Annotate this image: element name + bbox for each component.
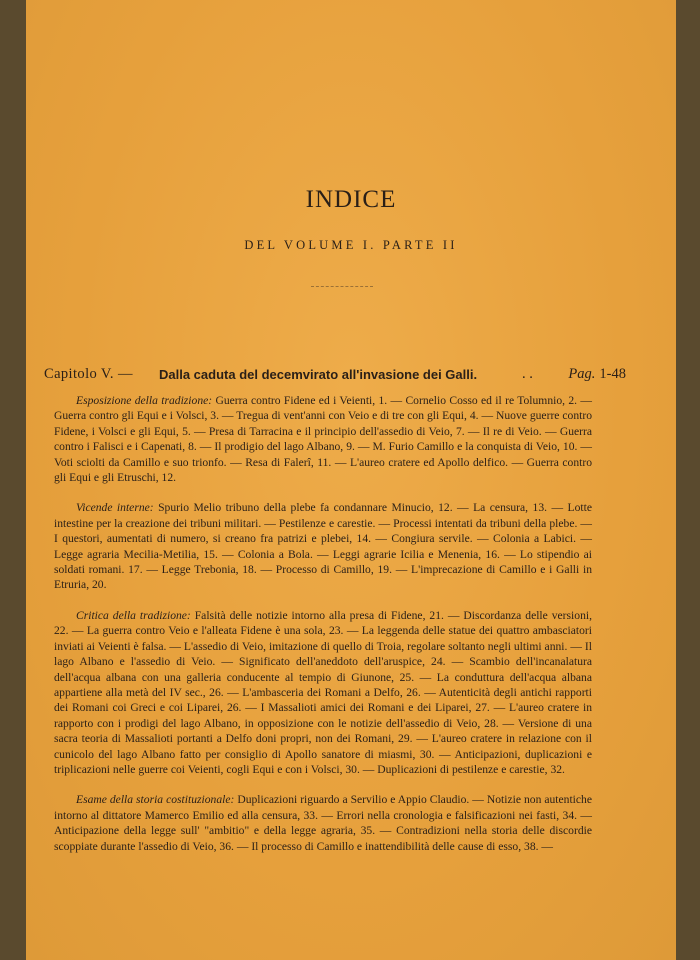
chapter-page-ref xyxy=(568,366,626,383)
paragraph-text: Falsità delle notizie intorno alla presa di Fidene, 21. — Discordanza delle versioni, 22. — La guerra contro Veio e l'alleata Fidene è una sola, 23. — La leggenda delle statue dei quattro ambasciatori inviati ai Veienti è falsa. — L'assedio di Veio, imitazione di quello di Troia, regolare soltanto negli ultimi anni. — Il lago Albano e l'assedio di Veio. — Significato dell'aneddoto dell'aruspice, 24. — Scambio dell'incanalatura dell'acqua albana con una galleria conducente al tempio di Giunone, 25. — La conduttura dell'acqua albana appartiene alla metà del IV sec., 26. — L'ambasceria dei Romani a Delfo, 26. — Autenticità degli antichi rapporti dei Romani coi Greci e coi Liparei, 26. — I Massalioti amici dei Romani e dei Liparei, 27. — L'aureo cratere in rapporto con i prodigi del lago Albano, in opposizione con le notizie dell'assedio di Veio, 28. — Versione di una sacra teoria di Massalioti portanti a Delfo doni propri, non dei Romani, 29. — L'aureo cratere in relazione con il cunicolo del lago Albano fatto per consiglio di Apollo sanatore di miasmi, 30. — Anticipazioni, duplicazioni e triplicazioni nelle guerre coi Veienti, cogli Equi e con i Volsci, 30. — Duplicazioni di pestilenze e carestie, 32. xyxy=(54,608,592,776)
index-paragraph xyxy=(54,608,592,777)
index-paragraph xyxy=(54,393,592,485)
chapter-leader-dots: . . xyxy=(522,366,533,382)
paragraph-text: Guerra contro Fidene ed i Veienti, 1. — Cornelio Cosso ed il re Tolumnio, 2. — Guerra contro gli Equi e i Volsci, 3. — Tregua di vent'anni con Veio e di tre con gli Equi, 4. — Nuove guerre contro Fidene, i Volsci e gli Equi, 5. — Presa di Tarracina e il principio dell'assedio di Veio, 7. — Il re di Veio. — Guerra contro i Falisci e i Capenati, 8. — Il prodigio del lago Albano, 9. — M. Furio Camillo e la conquista di Veio, 10. — Voti sciolti da Camillo e suo trionfo. — Resa di Falerî, 11. — L'aureo cratere ed Apollo delfico. — Guerra contro gli Equi e gli Etruschi, 12. xyxy=(54,394,592,485)
index-paragraph xyxy=(54,500,592,592)
paragraph-text: Spurio Melio tribuno della plebe fa condannare Minucio, 12. — La censura, 13. — Lotte intestine per la creazione dei tribuni militari. — Pestilenze e carestie. — Processi intentati da tribuni della plebe. — I questori, aumentati di numero, si creano fra patrizi e plebei, 14. — Congiura servile. — Colonia a Labici. — Legge agraria Mecilia-Metilia, 15. — Colonia a Bola. — Leggi agrarie Icilia e Menenia, 16. — Lo stipendio ai soldati romani. 17. — Legge Trebonia, 18. — Processo di Camillo, 19. — L'imprecazione di Camillo e i Galli in Etruria, 20. xyxy=(54,501,592,592)
paragraph-text: Duplicazioni riguardo a Servilio e Appio Claudio. — Notizie non autentiche intorno al dittatore Mamerco Emilio ed alla censura, 33. — Errori nella cronologia e falsificazioni nei fasti, 34. — Anticipazione della legge sull' "ambitio" e della legge agraria, 35. — Contradizioni nella storia delle discordie scoppiate durante l'assedio di Veio, 36. — Il processo di Camillo e inattendibilità delle cause di esso, 38. — xyxy=(54,793,592,853)
chapter-label: Capitolo V. — xyxy=(44,366,133,382)
paragraph-lead: Vicende interne: xyxy=(76,501,154,515)
page-range: 1-48 xyxy=(599,366,626,382)
page-title: INDICE xyxy=(305,186,397,213)
document-page xyxy=(26,0,676,960)
paragraph-lead: Esposizione della tradizione: xyxy=(76,394,213,407)
chapter-title: Dalla caduta del decemvirato all'invasione dei Galli. xyxy=(159,367,478,382)
paragraph-lead: Critica della tradizione: xyxy=(76,608,191,622)
page-label: Pag. xyxy=(568,366,596,382)
title-ornament-divider xyxy=(311,286,373,288)
chapter-heading xyxy=(44,366,626,386)
page-subtitle: DEL VOLUME I. PARTE II xyxy=(244,238,458,252)
paragraph-lead: Esame della storia costituzionale: xyxy=(76,793,235,807)
index-content xyxy=(54,393,592,869)
index-paragraph xyxy=(54,792,592,854)
